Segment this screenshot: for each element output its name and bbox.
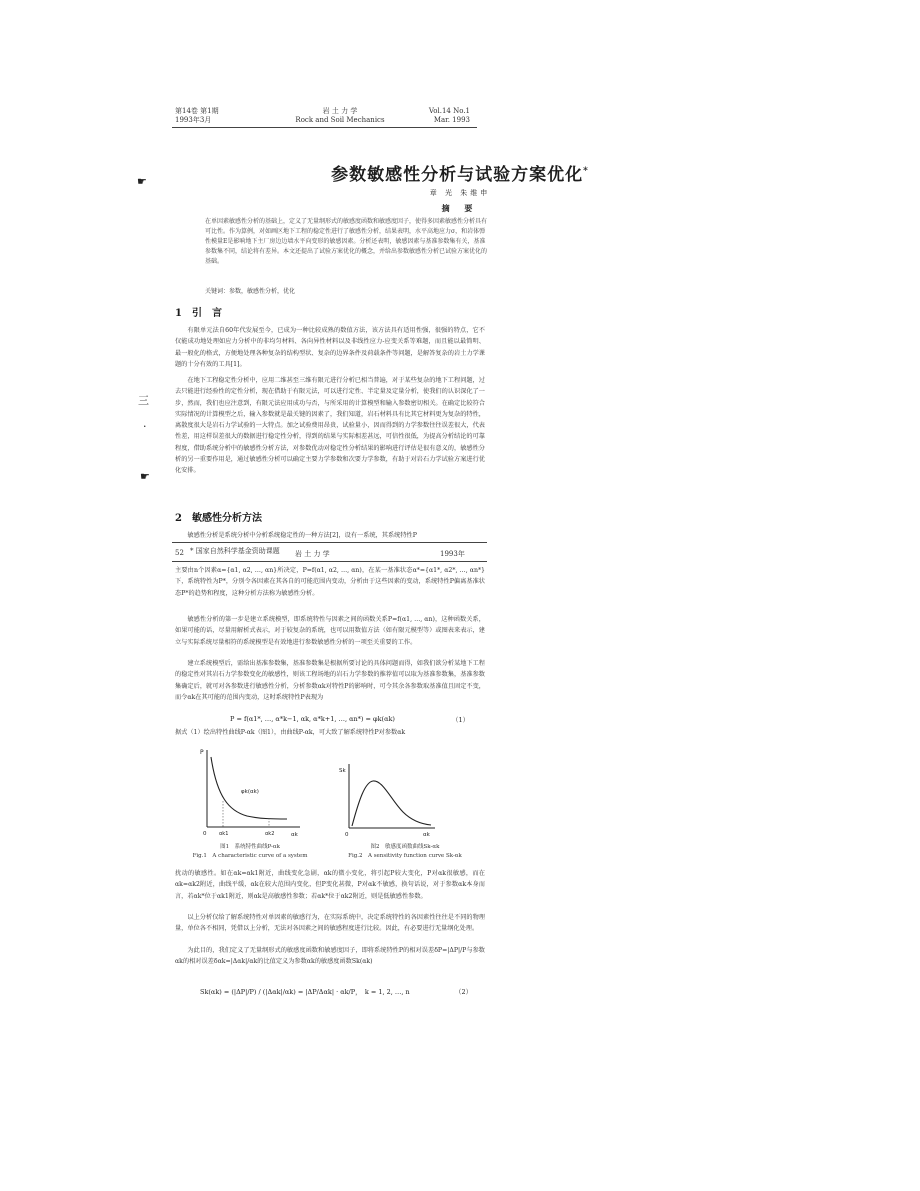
fig1-tick-2: αk2 <box>265 831 275 837</box>
header-volume <box>418 107 470 125</box>
equation-1-number: （1） <box>452 716 470 724</box>
abstract-body: 在单因素敏感性分析的基础上，定义了无量纲形式的敏感度函数和敏感度因子，使得多因素敏感性分析具有可比性。作为算例，对如画区地下工程的稳定性进行了敏感性分析，结果表明，水平高地应力σ，和岩体弹性模量E是影响地下主厂房边边墙水平向变形的敏感因素。分析还表明，敏感因素与基准参数集有关，基准参数集不同，结论将有差异。本文还提出了试验方案优化的概念，并给出参数敏感性分析已试验方案优化的基础。 <box>205 218 488 265</box>
keywords: 关键词：参数，敏感性分析，优化 <box>205 288 296 295</box>
footer-year: 1993年 <box>440 550 465 558</box>
fig1-y-label: P <box>200 749 204 756</box>
fig2-sensitivity-curve <box>352 781 431 826</box>
equation-2-number: （2） <box>455 988 473 996</box>
body-para-7: 扰动的敏感性。如在αk=αk1附近，曲线变化急剧，αk的微小变化，将引起P较大变化，P对αk很敏感，而在αk=αk2附近，曲线平缓，αk在较大范围内变化，但P变化甚微，P对αk不敏感，换句话说，对于参数αk本身而言，若αk*位于αk1附近，则αk是高敏感性参数；若αk*位于αk2附近，则是低敏感性参数。 <box>175 870 485 900</box>
body-para-4: 敏感性分析的第一步是建立系统模型，即系统特性与因素之间的函数关系P=f(α1, …, αn)，这种函数关系，如果可能的话，尽量用解析式表示，对于较复杂的系统，也可以用数值方法（如有限元模型等）或图表来表示，建立与实际系统尽量相符的系统模型是有效地进行参数敏感性分析的一项至关重要的工作。 <box>175 616 485 646</box>
body-para-8: 以上分析仅给了解系统特性对单因素的敏感行为，在实际系统中，决定系统特性的各因素性往往是不同的物理量，单位各不相同，凭借以上分析，无法对各因素之间的敏感程度进行比较。因此，有必要进行无量纲化处理。 <box>175 914 485 933</box>
footer-page-number: 52 <box>175 549 184 557</box>
fig1-caption-cn: 图1 系统特性曲线P-αk <box>220 844 280 850</box>
fig1-tick-1: αk1 <box>219 831 229 837</box>
header-center-line1: 岩 土 力 学 <box>322 107 358 115</box>
figure-1-caption <box>180 843 320 861</box>
section-1-para-1: 有限单元法自60年代发展至今，已成为一种比较成熟的数值方法，该方法具有适用性强，很强的特点，它不仅能成功地处理如应力分析中的非均匀材料、各向异性材料以及非线性应力-应变关系等难题，而且能以最简明、最一般化的格式，方便地处理各种复杂的结构型状、复杂的边界条件及荷载条件等问题，是解答复杂的岩土力学课题的十分有效的工具[1]。 <box>175 327 485 368</box>
figure-2 <box>335 760 445 840</box>
margin-mark-3: · <box>143 420 147 433</box>
header-journal-name <box>280 107 400 125</box>
margin-mark-4: ☛ <box>140 470 150 483</box>
section-2-heading: 2 敏感性分析方法 <box>175 513 262 524</box>
equation-2: Sk(αk) = (|ΔP|/P) / (|Δαk|/αk) = |ΔP/Δαk| · αk/P， k = 1, 2, …, n <box>200 988 410 996</box>
body-para-5: 建立系统模型后，需给出基准参数集，基准参数集是根据所要讨论的具体问题而得，如我们欲分析某地下工程的稳定性对其岩石力学参数变化的敏感性，则该工程场地的岩石力学参数的推荐值可以取为基准参数集，基准参数集确定后，就可对各参数进行敏感性分析，分析参数αk对特性P的影响时，可令其余各参数取基准值且固定不变，而令αk在其可能的范围内变动，这时系统特性P表现为 <box>175 660 485 701</box>
section-1-para-2: 在地下工程稳定性分析中，应用二维甚至三维有限元进行分析已相当普遍，对于某些复杂的地下工程问题，过去只能进行经验性的定性分析，现在借助于有限元法，可以进行定性、半定量及定量分析，使我们的认识深化了一步，然而，我们也应注意到，有限元法应用成功与否，与所采用的计算模型和输入参数密切相关。在确定比较符合实际情况的计算模型之后，输入参数就是最关键的因素了，我们知道，岩石材料具有比其它材料更为复杂的特性，离散度很大是岩石力学试验的一大特点。加之试验费用昂贵，试验量小，因而得到的力学参数往往误差很大，代表性差，用这样误差很大的数据进行稳定性分析，得到的结果与实际相差甚远，可信性很低，为提高分析结论的可靠程度，借助系统分析中的敏感性分析方法，对参数优动对稳定性分析结果的影响进行评估是很有意义的，敏感性分析的另一重要作用是，通过敏感性分析可以确定主要力学参数和次要力学参数，有助于对岩石力学试验方案进行优化安排。 <box>175 377 485 475</box>
fig2-tick-origin: 0 <box>345 832 349 838</box>
section-2-intro: 敏感性分析是系统分析中分析系统稳定性的一种方法[2]，设有一系统，其系统特性P <box>187 532 417 539</box>
authors: 章 光 朱维申 <box>429 189 491 197</box>
margin-mark-2: 三 <box>138 394 149 407</box>
header-journal-issue <box>175 107 219 125</box>
header-right-line1: Vol.14 No.1 <box>428 107 470 115</box>
header-center-line2: Rock and Soil Mechanics <box>295 116 385 124</box>
fig1-curve-label: φk(αk) <box>241 789 259 795</box>
header-rule <box>172 127 477 128</box>
section-1-heading: 1 引 言 <box>175 308 222 319</box>
margin-mark-1: ☛ <box>137 175 147 188</box>
fig1-caption-en: Fig.1 A characteristic curve of a system <box>192 853 308 859</box>
figure-2-caption <box>325 843 485 861</box>
fig2-x-label: αk <box>423 832 430 838</box>
figure-1 <box>195 745 305 840</box>
body-para-9: 为此目的，我们定义了无量纲形式的敏感度函数和敏感度因子，即将系统特性P的相对误差δP=|ΔP|/P与参数αk的相对误差δαk=|Δαk|/αk的比值定义为参数αk的敏感度函数Sk(αk) <box>175 947 485 966</box>
footer-footnote: * 国家自然科学基金资助课题 <box>190 547 280 555</box>
paper-title <box>170 160 750 185</box>
header-left-line2: 1993年3月 <box>175 116 212 124</box>
abstract-heading: 摘 要 <box>441 203 479 213</box>
fig2-y-label: Sk <box>339 768 346 774</box>
footer-journal: 岩 土 力 学 <box>295 550 330 558</box>
fig2-caption-cn: 图2 敏感度函数曲线Sk-αk <box>370 844 440 850</box>
footer-rule-top <box>172 542 487 543</box>
equation-1: P = f(α1*, …, α*k−1, αk, α*k+1, …, αn*) = φk(αk) <box>230 715 395 723</box>
footer-rule-bottom <box>172 561 487 562</box>
fig1-x-label: αk <box>291 832 298 838</box>
title-footnote-mark: * <box>583 166 589 177</box>
fig1-tick-origin: 0 <box>203 831 207 837</box>
header-left-line1: 第14卷 第1期 <box>175 107 219 115</box>
paper-title-text: 参数敏感性分析与试验方案优化 <box>331 165 584 185</box>
header-right-line2: Mar. 1993 <box>433 116 470 124</box>
fig2-caption-en: Fig.2 A sensitivity function curve Sk-αk <box>348 853 462 859</box>
body-para-3: 主要由n个因素α={α1, α2, …, αn}所决定，P=f(α1, α2, …, αn)，在某一基准状态α*={α1*, α2*, …, αn*}下，系统特性为P*，分别令各因素在其各自的可能范围内变动，分析由于这些因素的变动，系统特性P偏离基准状态P*的趋势和程度，这种分析方法称为敏感性分析。 <box>175 567 485 597</box>
fig1-characteristic-curve <box>211 757 287 819</box>
body-para-6: 据式（1）绘出特性曲线P-αk（图1），由曲线P-αk，可大致了解系统特性P对参数αk <box>175 729 406 736</box>
